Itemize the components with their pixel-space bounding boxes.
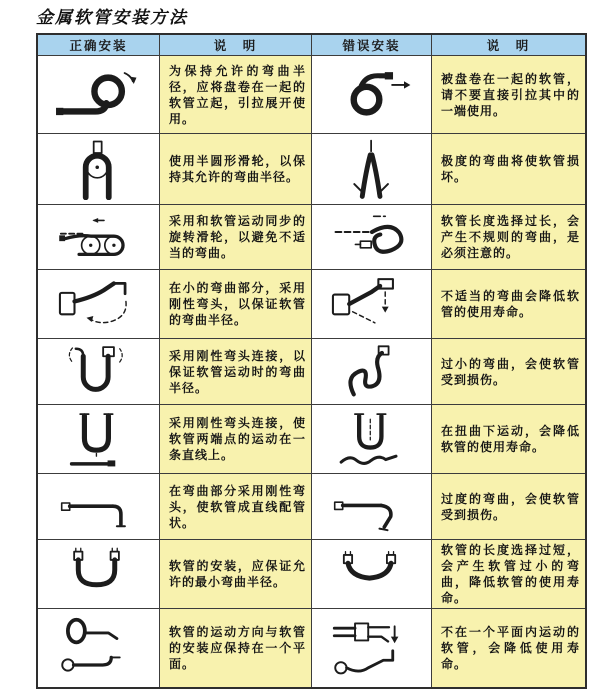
wrong-desc-text: 软管的长度选择过短，会产生软管过小的弯曲，降低软管的使用寿命。 (441, 543, 580, 605)
wrong-desc-cell (432, 609, 585, 687)
correct-desc-cell (160, 205, 312, 270)
straight-config-elbow-icon (46, 479, 151, 535)
correct-desc-text: 采用刚性弯头连接，使软管两端点的运动在一条直线上。 (169, 416, 306, 462)
wrong-illustration-cell (312, 270, 432, 339)
rotating-pulleys-icon (44, 208, 154, 266)
twist-motion-icon (322, 409, 422, 469)
wrong-desc-text: 过小的弯曲，会使软管受到损伤。 (441, 356, 580, 387)
installation-table (36, 33, 587, 689)
wrong-desc-text: 过度的弯曲，会使软管受到损伤。 (441, 491, 580, 522)
wrong-illustration-cell (312, 56, 432, 134)
excessive-bend-icon (319, 479, 424, 535)
correct-desc-text: 为保持允许的弯曲半径，应将盘卷在一起的软管立起，引拉展开使用。 (169, 63, 306, 126)
wrong-desc-text: 不在一个平面内运动的软管，会降低使用寿命。 (441, 625, 580, 671)
wrong-desc-cell (432, 405, 585, 474)
correct-desc-cell (160, 474, 312, 540)
correct-desc-text: 在小的弯曲部分，采用刚性弯头，以保证软管的弯曲半径。 (169, 281, 306, 327)
correct-illustration-cell (38, 609, 160, 687)
correct-desc-text: 使用半圆形滑轮，以保持其允许的弯曲半径。 (169, 154, 306, 184)
correct-illustration-cell (38, 474, 160, 540)
correct-illustration-cell (38, 339, 160, 405)
correct-desc-cell (160, 609, 312, 687)
correct-illustration-cell (38, 56, 160, 134)
wrong-desc-cell (432, 56, 585, 134)
correct-desc-text: 采用和软管运动同步的旋转滑轮，以避免不适当的弯曲。 (169, 214, 306, 260)
wrong-illustration-cell (312, 134, 432, 205)
header-explanation-right: 说 明 (432, 35, 585, 56)
wrong-illustration-cell (312, 339, 432, 405)
wrong-desc-cell (432, 270, 585, 339)
wrong-desc-cell (432, 540, 585, 609)
page-title: 金属软管安装方法 (36, 8, 188, 28)
correct-desc-text: 采用刚性弯头连接，以保证软管运动时的弯曲半径。 (169, 348, 306, 395)
improper-bend-icon (319, 274, 424, 334)
u-hose-straight-line-icon (49, 409, 149, 469)
extreme-bend-icon (322, 138, 422, 200)
correct-desc-cell (160, 339, 312, 405)
too-short-hose-icon (322, 545, 422, 603)
wrong-desc-text: 不适当的弯曲会降低软管的使用寿命。 (441, 289, 580, 319)
correct-desc-text: 软管的安装，应保证允许的最小弯曲半径。 (169, 559, 306, 589)
wrong-desc-text: 软管长度选择过长，会产生不规则的弯曲，是必须注意的。 (441, 214, 580, 260)
correct-desc-cell (160, 540, 312, 609)
rigid-elbow-small-bend-icon (46, 274, 151, 334)
wrong-desc-cell (432, 134, 585, 205)
wrong-desc-cell (432, 339, 585, 405)
correct-illustration-cell (38, 405, 160, 474)
correct-illustration-cell (38, 270, 160, 339)
correct-desc-text: 在弯曲部分采用刚性弯头，使软管成直线配管状。 (169, 483, 306, 530)
header-explanation-left: 说 明 (160, 35, 312, 56)
header-wrong-installation: 错误安装 (312, 35, 432, 56)
irregular-loop-icon (317, 208, 427, 266)
correct-illustration-cell (38, 540, 160, 609)
wrong-illustration-cell (312, 405, 432, 474)
wrong-illustration-cell (312, 474, 432, 540)
correct-desc-cell (160, 56, 312, 134)
correct-desc-cell (160, 134, 312, 205)
wrong-desc-cell (432, 205, 585, 270)
coiled-hose-unrolled-icon (44, 63, 154, 127)
header-correct-installation: 正确安装 (38, 35, 160, 56)
semicircular-pulley-icon (49, 138, 149, 200)
wrong-desc-text: 被盘卷在一起的软管，请不要直接引拉其中的一端使用。 (441, 71, 580, 118)
correct-desc-text: 软管的运动方向与软管的安装应保持在一个平面。 (169, 625, 306, 671)
correct-illustration-cell (38, 134, 160, 205)
wrong-desc-cell (432, 474, 585, 540)
wrong-desc-text: 在扭曲下运动，会降低软管的使用寿命。 (441, 424, 580, 454)
min-bend-radius-icon (49, 545, 149, 603)
wrong-illustration-cell (312, 205, 432, 270)
correct-illustration-cell (38, 205, 160, 270)
too-small-bend-icon (322, 343, 422, 401)
correct-desc-cell (160, 270, 312, 339)
correct-desc-cell (160, 405, 312, 474)
u-hose-rigid-elbow-icon (49, 343, 149, 401)
out-of-plane-motion-icon (317, 615, 427, 681)
coiled-hose-pulled-icon (317, 63, 427, 127)
wrong-illustration-cell (312, 609, 432, 687)
wrong-desc-text: 极度的弯曲将使软管损坏。 (441, 154, 580, 184)
one-plane-motion-icon (44, 615, 154, 681)
wrong-illustration-cell (312, 540, 432, 609)
